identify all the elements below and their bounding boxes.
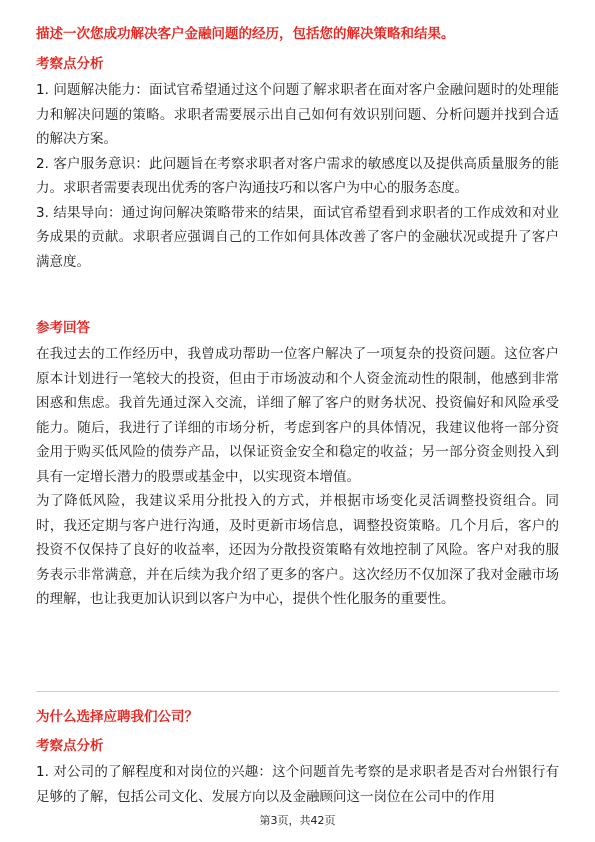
analysis-points [36, 78, 559, 274]
answer-paragraph: 在我过去的工作经历中，我曾成功帮助一位客户解决了一项复杂的投资问题。这位客户原本计划进行一笔较大的投资，但由于市场波动和个人资金流动性的限制，他感到非常困惑和焦虑。我首先通过深入交流，详细了解了客户的财务状况、投资偏好和风险承受能力。随后，我进行了详细的市场分析，考虑到客户的具体情况，我建议他将一部分资金用于购买低风险的债券产品，以保证资金安全和稳定的收益；另一部分资金则投入到具有一定增长潜力的股票或基金中，以实现资本增值。 [36, 346, 559, 485]
answer-heading: 参考回答 [36, 320, 90, 336]
analysis-heading: 考察点分析 [36, 738, 104, 754]
answer-paragraph: 为了降低风险，我建议采用分批投入的方式，并根据市场变化灵活调整投资组合。同时，我还定期与客户进行沟通，及时更新市场信息，调整投资策略。几个月后，客户的投资不仅保持了良好的收益率，还因为分散投资策略有效地控制了风险。客户对我的服务表示非常满意，并在后续为我介绍了更多的客户。这次经历不仅加深了我对金融市场的理解，也让我更加认识到以客户为中心，提供个性化服务的重要性。 [36, 493, 559, 607]
analysis-point: 3. 结果导向：通过询问解决策略带来的结果，面试官希望看到求职者的工作成效和对业务成果的贡献。求职者应强调自己的工作如何具体改善了客户的金融状况或提升了客户满意度。 [36, 204, 559, 270]
page-number: 第3页，共42页 [259, 814, 336, 827]
analysis-point: 1. 问题解决能力：面试官希望通过这个问题了解求职者在面对客户金融问题时的处理能力和解决问题的策略。求职者需要展示出自己如何有效识别问题、分析问题并找到合适的解决方案。 [36, 82, 559, 147]
section-divider [36, 691, 559, 692]
question-title: 描述一次您成功解决客户金融问题的经历，包括您的解决策略和结果。 [36, 26, 455, 42]
analysis-heading: 考察点分析 [36, 56, 104, 72]
answer-body [36, 342, 559, 612]
analysis-point: 2. 客户服务意识：此问题旨在考察求职者对客户需求的敏感度以及提供高质量服务的能力。求职者需要表现出优秀的客户沟通技巧和以客户为中心的服务态度。 [36, 155, 559, 196]
analysis-points [36, 760, 559, 809]
analysis-point: 1. 对公司的了解程度和对岗位的兴趣：这个问题首先考察的是求职者是否对台州银行有足够的了解，包括公司文化、发展方向以及金融顾问这一岗位在公司中的作用 [36, 764, 559, 805]
question-title: 为什么选择应聘我们公司？ [36, 709, 198, 725]
